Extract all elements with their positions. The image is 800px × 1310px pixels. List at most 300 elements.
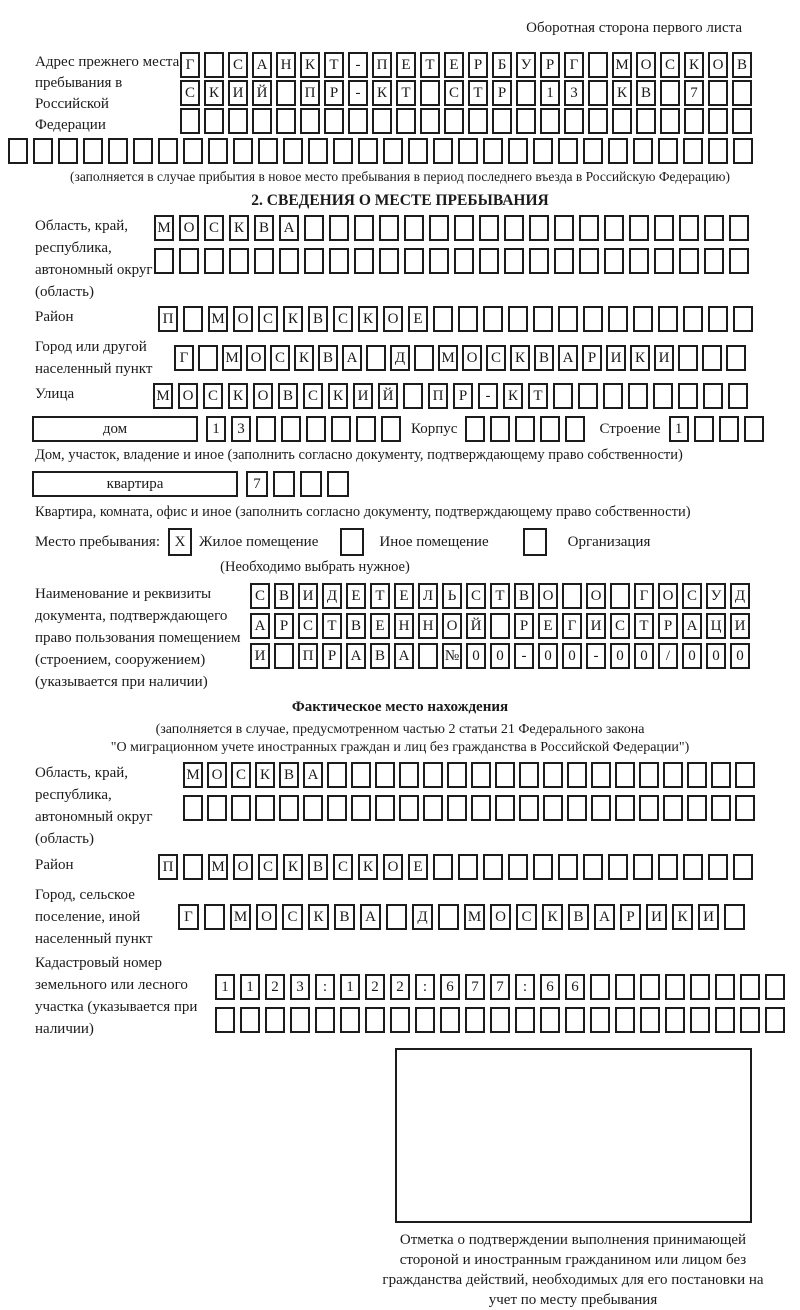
char-cell[interactable]: В — [636, 80, 656, 106]
char-cell[interactable] — [386, 904, 407, 930]
char-cell[interactable]: К — [283, 306, 303, 332]
char-cell[interactable] — [658, 854, 678, 880]
char-cell[interactable] — [678, 383, 698, 409]
char-cell[interactable] — [715, 1007, 735, 1033]
char-cell[interactable] — [423, 762, 443, 788]
char-cell[interactable]: И — [298, 583, 318, 609]
char-cell[interactable] — [231, 795, 251, 821]
char-cell[interactable] — [633, 854, 653, 880]
char-cell[interactable] — [744, 416, 764, 442]
char-cell[interactable]: К — [228, 383, 248, 409]
char-cell[interactable]: Р — [324, 80, 344, 106]
char-cell[interactable]: Ц — [706, 613, 726, 639]
char-cell[interactable]: Ь — [442, 583, 462, 609]
char-cell[interactable] — [403, 383, 423, 409]
char-cell[interactable]: В — [278, 383, 298, 409]
char-cell[interactable] — [255, 795, 275, 821]
char-cell[interactable] — [579, 248, 599, 274]
char-cell[interactable] — [665, 974, 685, 1000]
char-cell[interactable] — [735, 762, 755, 788]
char-cell[interactable] — [516, 108, 536, 134]
char-cell[interactable]: 0 — [466, 643, 486, 669]
char-cell[interactable] — [207, 795, 227, 821]
char-cell[interactable]: 3 — [231, 416, 251, 442]
char-cell[interactable] — [158, 138, 178, 164]
char-cell[interactable]: Р — [582, 345, 602, 371]
char-cell[interactable] — [583, 138, 603, 164]
char-cell[interactable] — [308, 138, 328, 164]
char-cell[interactable] — [639, 795, 659, 821]
char-cell[interactable]: У — [706, 583, 726, 609]
char-cell[interactable] — [379, 215, 399, 241]
char-cell[interactable]: К — [684, 52, 704, 78]
char-cell[interactable] — [179, 248, 199, 274]
char-cell[interactable] — [283, 138, 303, 164]
char-cell[interactable] — [333, 138, 353, 164]
char-cell[interactable]: К — [229, 215, 249, 241]
char-cell[interactable]: С — [270, 345, 290, 371]
checkbox-organization[interactable] — [523, 528, 547, 556]
char-cell[interactable] — [704, 215, 724, 241]
char-cell[interactable] — [715, 974, 735, 1000]
char-cell[interactable]: / — [658, 643, 678, 669]
char-cell[interactable]: 6 — [440, 974, 460, 1000]
char-cell[interactable]: Т — [322, 613, 342, 639]
char-cell[interactable] — [591, 762, 611, 788]
char-cell[interactable] — [553, 383, 573, 409]
char-cell[interactable]: В — [254, 215, 274, 241]
char-cell[interactable]: П — [300, 80, 320, 106]
char-cell[interactable] — [8, 138, 28, 164]
char-cell[interactable] — [276, 108, 296, 134]
char-cell[interactable] — [519, 795, 539, 821]
char-cell[interactable] — [399, 795, 419, 821]
char-cell[interactable]: Р — [658, 613, 678, 639]
char-cell[interactable]: Т — [528, 383, 548, 409]
char-cell[interactable] — [208, 138, 228, 164]
char-cell[interactable]: Е — [408, 854, 428, 880]
char-cell[interactable]: С — [250, 583, 270, 609]
char-cell[interactable]: 0 — [634, 643, 654, 669]
char-cell[interactable]: О — [253, 383, 273, 409]
char-cell[interactable]: М — [222, 345, 242, 371]
char-cell[interactable] — [256, 416, 276, 442]
char-cell[interactable] — [588, 80, 608, 106]
char-cell[interactable] — [183, 854, 203, 880]
char-cell[interactable] — [540, 108, 560, 134]
char-cell[interactable] — [444, 108, 464, 134]
char-cell[interactable]: Д — [390, 345, 410, 371]
char-cell[interactable] — [381, 416, 401, 442]
char-cell[interactable]: Й — [378, 383, 398, 409]
char-cell[interactable] — [728, 383, 748, 409]
char-cell[interactable] — [633, 138, 653, 164]
char-cell[interactable]: К — [672, 904, 693, 930]
char-cell[interactable] — [543, 795, 563, 821]
char-cell[interactable]: О — [636, 52, 656, 78]
char-cell[interactable]: О — [178, 383, 198, 409]
char-cell[interactable] — [660, 80, 680, 106]
char-cell[interactable]: О — [442, 613, 462, 639]
char-cell[interactable]: В — [534, 345, 554, 371]
char-cell[interactable] — [433, 306, 453, 332]
char-cell[interactable]: М — [153, 383, 173, 409]
char-cell[interactable] — [633, 306, 653, 332]
char-cell[interactable] — [420, 108, 440, 134]
char-cell[interactable] — [708, 108, 728, 134]
char-cell[interactable]: Г — [562, 613, 582, 639]
char-cell[interactable] — [440, 1007, 460, 1033]
char-cell[interactable] — [653, 383, 673, 409]
char-cell[interactable] — [562, 583, 582, 609]
char-cell[interactable]: В — [334, 904, 355, 930]
char-cell[interactable] — [458, 306, 478, 332]
char-cell[interactable] — [687, 795, 707, 821]
char-cell[interactable] — [628, 383, 648, 409]
char-cell[interactable] — [329, 248, 349, 274]
char-cell[interactable]: В — [514, 583, 534, 609]
char-cell[interactable]: М — [438, 345, 458, 371]
char-cell[interactable] — [420, 80, 440, 106]
char-cell[interactable] — [304, 215, 324, 241]
char-cell[interactable]: К — [283, 854, 303, 880]
char-cell[interactable]: В — [568, 904, 589, 930]
char-cell[interactable]: С — [303, 383, 323, 409]
char-cell[interactable]: Й — [466, 613, 486, 639]
char-cell[interactable] — [233, 138, 253, 164]
char-cell[interactable]: 1 — [540, 80, 560, 106]
char-cell[interactable]: О — [233, 306, 253, 332]
char-cell[interactable] — [740, 1007, 760, 1033]
char-cell[interactable] — [468, 108, 488, 134]
char-cell[interactable] — [479, 248, 499, 274]
char-cell[interactable] — [567, 762, 587, 788]
char-cell[interactable]: И — [353, 383, 373, 409]
char-cell[interactable] — [303, 795, 323, 821]
char-cell[interactable]: Р — [620, 904, 641, 930]
checkbox-other-premises[interactable] — [340, 528, 364, 556]
char-cell[interactable] — [490, 416, 510, 442]
char-cell[interactable] — [608, 854, 628, 880]
char-cell[interactable] — [327, 471, 349, 497]
char-cell[interactable] — [447, 795, 467, 821]
char-cell[interactable]: 7 — [246, 471, 268, 497]
char-cell[interactable] — [690, 1007, 710, 1033]
char-cell[interactable] — [204, 52, 224, 78]
char-cell[interactable] — [516, 80, 536, 106]
char-cell[interactable] — [479, 215, 499, 241]
char-cell[interactable]: О — [586, 583, 606, 609]
char-cell[interactable]: 0 — [682, 643, 702, 669]
char-cell[interactable]: О — [233, 854, 253, 880]
char-cell[interactable] — [726, 345, 746, 371]
char-cell[interactable] — [483, 138, 503, 164]
char-cell[interactable]: 7 — [684, 80, 704, 106]
char-cell[interactable] — [471, 762, 491, 788]
char-cell[interactable]: О — [538, 583, 558, 609]
char-cell[interactable] — [414, 345, 434, 371]
char-cell[interactable]: Л — [418, 583, 438, 609]
char-cell[interactable]: : — [415, 974, 435, 1000]
char-cell[interactable] — [274, 643, 294, 669]
char-cell[interactable]: 2 — [390, 974, 410, 1000]
char-cell[interactable] — [719, 416, 739, 442]
char-cell[interactable] — [304, 248, 324, 274]
char-cell[interactable] — [258, 138, 278, 164]
char-cell[interactable] — [639, 762, 659, 788]
char-cell[interactable] — [660, 108, 680, 134]
char-cell[interactable]: К — [372, 80, 392, 106]
char-cell[interactable] — [615, 1007, 635, 1033]
char-cell[interactable]: О — [490, 904, 511, 930]
char-cell[interactable]: Н — [394, 613, 414, 639]
char-cell[interactable] — [183, 306, 203, 332]
char-cell[interactable] — [327, 795, 347, 821]
char-cell[interactable] — [290, 1007, 310, 1033]
char-cell[interactable] — [687, 762, 707, 788]
char-cell[interactable] — [300, 108, 320, 134]
char-cell[interactable] — [404, 215, 424, 241]
char-cell[interactable]: К — [328, 383, 348, 409]
char-cell[interactable]: Г — [564, 52, 584, 78]
char-cell[interactable]: А — [279, 215, 299, 241]
char-cell[interactable] — [133, 138, 153, 164]
char-cell[interactable] — [702, 345, 722, 371]
char-cell[interactable]: Д — [322, 583, 342, 609]
char-cell[interactable]: Р — [492, 80, 512, 106]
char-cell[interactable]: - — [348, 80, 368, 106]
char-cell[interactable]: Й — [252, 80, 272, 106]
char-cell[interactable]: О — [246, 345, 266, 371]
char-cell[interactable]: С — [660, 52, 680, 78]
char-cell[interactable]: К — [612, 80, 632, 106]
char-cell[interactable] — [340, 1007, 360, 1033]
char-cell[interactable] — [533, 138, 553, 164]
char-cell[interactable] — [567, 795, 587, 821]
char-cell[interactable]: С — [258, 306, 278, 332]
char-cell[interactable] — [365, 1007, 385, 1033]
char-cell[interactable] — [183, 138, 203, 164]
char-cell[interactable]: 1 — [340, 974, 360, 1000]
char-cell[interactable] — [358, 138, 378, 164]
char-cell[interactable]: Г — [180, 52, 200, 78]
char-cell[interactable]: 1 — [669, 416, 689, 442]
char-cell[interactable] — [329, 215, 349, 241]
char-cell[interactable]: Т — [370, 583, 390, 609]
char-cell[interactable]: Г — [178, 904, 199, 930]
char-cell[interactable] — [508, 854, 528, 880]
char-cell[interactable]: 0 — [490, 643, 510, 669]
char-cell[interactable]: В — [346, 613, 366, 639]
char-cell[interactable]: М — [154, 215, 174, 241]
char-cell[interactable] — [554, 215, 574, 241]
char-cell[interactable] — [654, 248, 674, 274]
char-cell[interactable] — [729, 215, 749, 241]
char-cell[interactable]: - — [514, 643, 534, 669]
char-cell[interactable] — [375, 795, 395, 821]
char-cell[interactable] — [229, 248, 249, 274]
char-cell[interactable]: А — [360, 904, 381, 930]
char-cell[interactable]: О — [708, 52, 728, 78]
char-cell[interactable]: Р — [274, 613, 294, 639]
char-cell[interactable] — [658, 138, 678, 164]
char-cell[interactable] — [438, 904, 459, 930]
char-cell[interactable] — [729, 248, 749, 274]
char-cell[interactable] — [588, 52, 608, 78]
char-cell[interactable]: И — [606, 345, 626, 371]
char-cell[interactable] — [351, 795, 371, 821]
char-cell[interactable] — [240, 1007, 260, 1033]
char-cell[interactable] — [252, 108, 272, 134]
char-cell[interactable]: М — [183, 762, 203, 788]
char-cell[interactable] — [279, 248, 299, 274]
char-cell[interactable] — [703, 383, 723, 409]
char-cell[interactable] — [351, 762, 371, 788]
char-cell[interactable] — [612, 108, 632, 134]
char-cell[interactable]: О — [383, 306, 403, 332]
char-cell[interactable] — [504, 248, 524, 274]
char-cell[interactable] — [519, 762, 539, 788]
char-cell[interactable]: Е — [370, 613, 390, 639]
char-cell[interactable] — [708, 138, 728, 164]
char-cell[interactable]: П — [158, 306, 178, 332]
char-cell[interactable] — [324, 108, 344, 134]
char-cell[interactable]: 0 — [562, 643, 582, 669]
char-cell[interactable] — [629, 215, 649, 241]
char-cell[interactable]: С — [610, 613, 630, 639]
char-cell[interactable]: С — [333, 306, 353, 332]
char-cell[interactable] — [658, 306, 678, 332]
char-cell[interactable]: М — [230, 904, 251, 930]
char-cell[interactable]: А — [558, 345, 578, 371]
char-cell[interactable] — [204, 904, 225, 930]
char-cell[interactable] — [708, 306, 728, 332]
char-cell[interactable]: - — [586, 643, 606, 669]
char-cell[interactable] — [565, 416, 585, 442]
char-cell[interactable]: С — [282, 904, 303, 930]
char-cell[interactable]: К — [630, 345, 650, 371]
char-cell[interactable] — [683, 854, 703, 880]
char-cell[interactable] — [663, 795, 683, 821]
char-cell[interactable] — [684, 108, 704, 134]
char-cell[interactable] — [708, 80, 728, 106]
char-cell[interactable]: К — [300, 52, 320, 78]
char-cell[interactable] — [354, 215, 374, 241]
char-cell[interactable] — [615, 974, 635, 1000]
char-cell[interactable]: 2 — [265, 974, 285, 1000]
char-cell[interactable] — [279, 795, 299, 821]
char-cell[interactable] — [276, 80, 296, 106]
char-cell[interactable] — [588, 108, 608, 134]
char-cell[interactable] — [665, 1007, 685, 1033]
char-cell[interactable] — [765, 974, 785, 1000]
char-cell[interactable]: 1 — [240, 974, 260, 1000]
char-cell[interactable] — [654, 215, 674, 241]
char-cell[interactable] — [608, 138, 628, 164]
char-cell[interactable] — [543, 762, 563, 788]
char-cell[interactable] — [281, 416, 301, 442]
char-cell[interactable] — [558, 854, 578, 880]
char-cell[interactable]: А — [252, 52, 272, 78]
char-cell[interactable] — [508, 138, 528, 164]
char-cell[interactable] — [610, 583, 630, 609]
char-cell[interactable] — [404, 248, 424, 274]
char-cell[interactable] — [204, 248, 224, 274]
char-cell[interactable] — [683, 138, 703, 164]
char-cell[interactable]: С — [516, 904, 537, 930]
char-cell[interactable]: А — [250, 613, 270, 639]
char-cell[interactable] — [465, 1007, 485, 1033]
char-cell[interactable]: Д — [412, 904, 433, 930]
char-cell[interactable]: А — [594, 904, 615, 930]
char-cell[interactable]: А — [342, 345, 362, 371]
char-cell[interactable] — [678, 345, 698, 371]
char-cell[interactable] — [471, 795, 491, 821]
char-cell[interactable]: А — [346, 643, 366, 669]
char-cell[interactable] — [408, 138, 428, 164]
char-cell[interactable] — [315, 1007, 335, 1033]
char-cell[interactable] — [375, 762, 395, 788]
char-cell[interactable]: Г — [634, 583, 654, 609]
char-cell[interactable]: К — [204, 80, 224, 106]
char-cell[interactable]: 0 — [730, 643, 750, 669]
char-cell[interactable]: М — [464, 904, 485, 930]
char-cell[interactable] — [679, 215, 699, 241]
char-cell[interactable] — [396, 108, 416, 134]
char-cell[interactable] — [558, 306, 578, 332]
char-cell[interactable]: К — [358, 854, 378, 880]
char-cell[interactable] — [154, 248, 174, 274]
checkbox-residential[interactable]: X — [168, 528, 192, 556]
char-cell[interactable]: Д — [730, 583, 750, 609]
char-cell[interactable]: О — [207, 762, 227, 788]
char-cell[interactable] — [379, 248, 399, 274]
char-cell[interactable]: С — [486, 345, 506, 371]
char-cell[interactable] — [603, 383, 623, 409]
char-cell[interactable] — [564, 108, 584, 134]
char-cell[interactable]: К — [503, 383, 523, 409]
char-cell[interactable] — [735, 795, 755, 821]
char-cell[interactable] — [579, 215, 599, 241]
char-cell[interactable]: С — [466, 583, 486, 609]
char-cell[interactable]: С — [333, 854, 353, 880]
char-cell[interactable] — [454, 248, 474, 274]
char-cell[interactable]: - — [348, 52, 368, 78]
char-cell[interactable] — [583, 306, 603, 332]
char-cell[interactable] — [458, 854, 478, 880]
char-cell[interactable]: В — [279, 762, 299, 788]
char-cell[interactable]: С — [231, 762, 251, 788]
char-cell[interactable]: № — [442, 643, 462, 669]
char-cell[interactable]: К — [510, 345, 530, 371]
char-cell[interactable]: В — [308, 854, 328, 880]
char-cell[interactable]: И — [586, 613, 606, 639]
char-cell[interactable]: П — [298, 643, 318, 669]
char-cell[interactable]: 0 — [610, 643, 630, 669]
char-cell[interactable]: Р — [514, 613, 534, 639]
char-cell[interactable]: Е — [346, 583, 366, 609]
char-cell[interactable]: У — [516, 52, 536, 78]
char-cell[interactable] — [483, 854, 503, 880]
char-cell[interactable] — [58, 138, 78, 164]
char-cell[interactable]: Б — [492, 52, 512, 78]
char-cell[interactable]: Н — [276, 52, 296, 78]
char-cell[interactable] — [508, 306, 528, 332]
char-cell[interactable]: Е — [538, 613, 558, 639]
char-cell[interactable] — [515, 416, 535, 442]
char-cell[interactable] — [629, 248, 649, 274]
char-cell[interactable]: П — [428, 383, 448, 409]
